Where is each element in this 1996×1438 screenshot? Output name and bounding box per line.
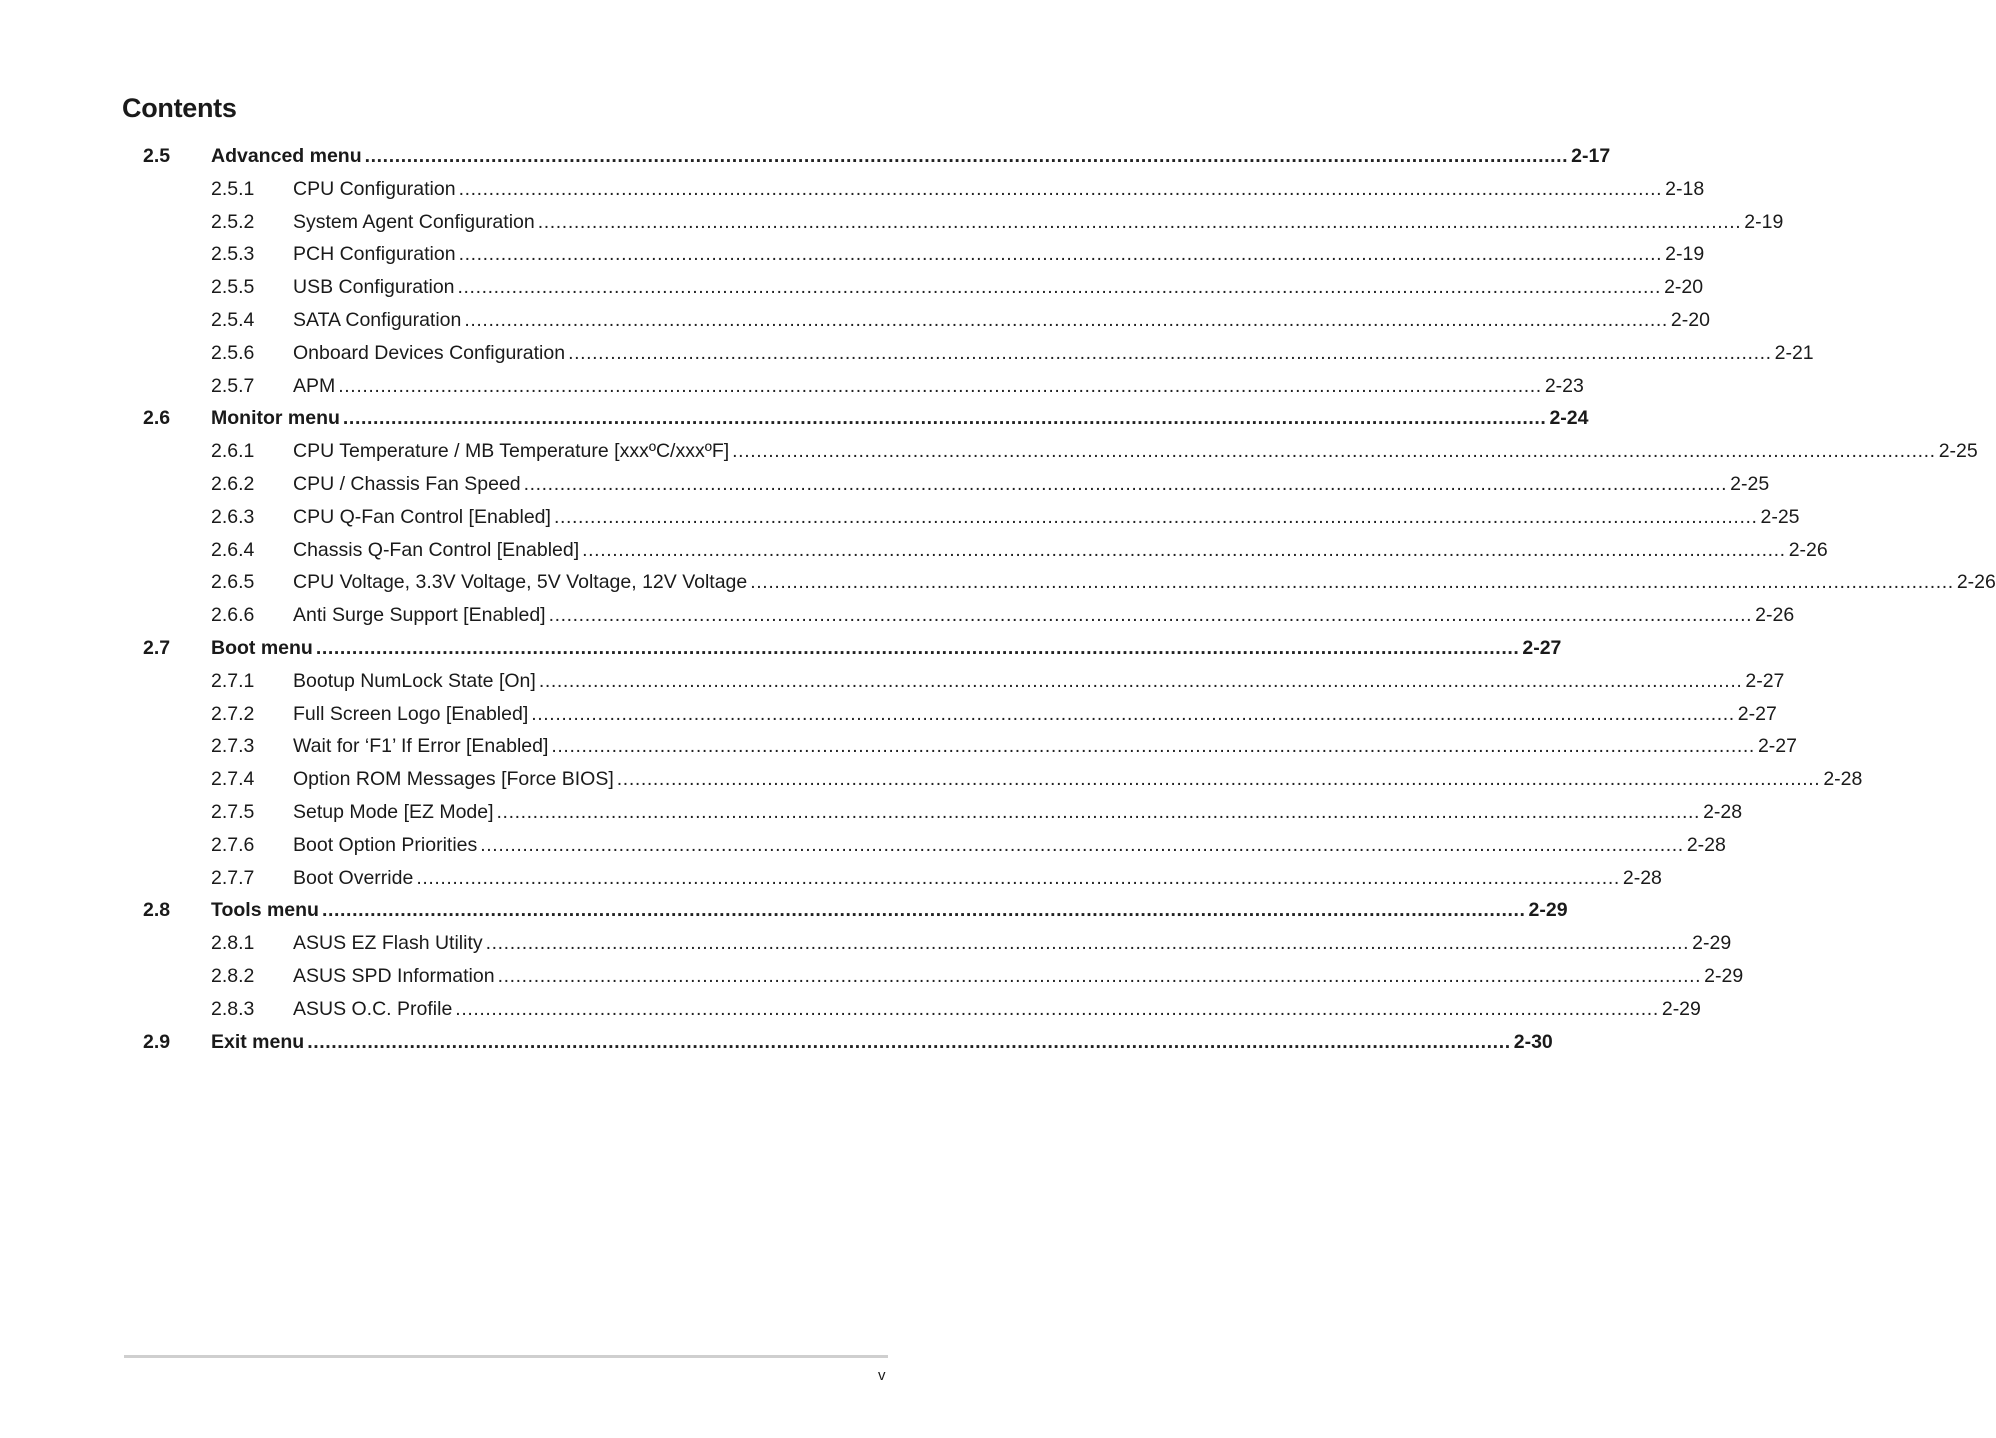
toc-dot-leader: ........................................................................................................................................................................................................ [458, 243, 1663, 266]
toc-subsection-entry[interactable] [0, 304, 1710, 337]
toc-subsection-entry[interactable] [0, 730, 1797, 763]
toc-entry-page: 2-28 [1622, 866, 1662, 889]
toc-entry-title: Anti Surge Support [Enabled] [293, 599, 549, 632]
toc-subsection-entry[interactable] [0, 337, 1814, 370]
toc-entry-page: 2-19 [1744, 210, 1784, 233]
toc-entry-page: 2-20 [1670, 308, 1710, 331]
toc-entry-title: Boot menu [211, 632, 316, 665]
toc-entry-line [293, 862, 1662, 895]
toc-entry-number: 2.6.4 [211, 538, 255, 561]
toc-subsection-entry[interactable] [0, 534, 1828, 567]
toc-entry-line [211, 632, 1562, 665]
toc-dot-leader: ........................................................................................................................................................................................................ [496, 800, 1701, 823]
toc-entry-page: 2-26 [1755, 604, 1795, 627]
toc-entry-page: 2-29 [1661, 997, 1701, 1020]
toc-dot-leader: ........................................................................................................................................................................................................ [732, 440, 1936, 463]
toc-entry-line [293, 599, 1795, 632]
toc-entry-line [293, 238, 1705, 271]
toc-entry-title: Option ROM Messages [Force BIOS] [293, 763, 617, 796]
toc-entry-number: 2.8.1 [211, 932, 255, 955]
toc-entry-title: ASUS EZ Flash Utility [293, 927, 486, 960]
toc-entry-title: Advanced menu [211, 140, 365, 173]
toc-entry-page: 2-29 [1704, 964, 1744, 987]
toc-entry-page: 2-23 [1544, 374, 1584, 397]
toc-subsection-entry[interactable] [0, 435, 1978, 468]
toc-subsection-entry[interactable] [0, 501, 1800, 534]
toc-dot-leader: ........................................................................................................................................................................................................ [750, 571, 1954, 594]
toc-entry-title: APM [293, 370, 338, 403]
toc-entry-line [211, 140, 1611, 173]
toc-entry-title: PCH Configuration [293, 238, 459, 271]
toc-dot-leader: ........................................................................................................................................................................................................ [553, 505, 1758, 528]
toc-entry-page: 2-25 [1760, 505, 1800, 528]
toc-entry-number: 2.7.3 [211, 735, 255, 758]
toc-dot-leader: ........................................................................................................................................................................................................ [531, 702, 1735, 725]
toc-entry-number: 2.5.3 [211, 243, 255, 266]
toc-entry-number: 2.6.6 [211, 604, 255, 627]
toc-entry-line [293, 698, 1777, 731]
toc-entry-page: 2-26 [1788, 538, 1828, 561]
toc-entry-title: CPU Configuration [293, 173, 459, 206]
toc-entry-title: ASUS SPD Information [293, 960, 498, 993]
toc-entry-page: 2-27 [1522, 636, 1562, 659]
toc-section-entry[interactable] [0, 402, 1589, 435]
toc-section-entry[interactable] [0, 1026, 1553, 1059]
toc-subsection-entry[interactable] [0, 665, 1785, 698]
toc-entry-title: Wait for ‘F1’ If Error [Enabled] [293, 730, 551, 763]
toc-dot-leader: ........................................................................................................................................................................................................ [485, 932, 1690, 955]
toc-entry-page: 2-28 [1703, 800, 1743, 823]
toc-entry-title: Boot Option Priorities [293, 829, 480, 862]
toc-entry-number: 2.8 [143, 899, 171, 922]
toc-entry-number: 2.7.4 [211, 768, 255, 791]
toc-entry-number: 2.7.5 [211, 800, 255, 823]
toc-entry-line [211, 1026, 1553, 1059]
page-title: Contents [122, 93, 237, 123]
toc-entry-line [293, 665, 1785, 698]
toc-dot-leader: ........................................................................................................................................................................................................ [523, 472, 1728, 495]
toc-entry-title: Chassis Q-Fan Control [Enabled] [293, 534, 582, 567]
toc-entry-number: 2.7.2 [211, 702, 255, 725]
toc-subsection-entry[interactable] [0, 206, 1784, 239]
toc-entry-number: 2.7.6 [211, 833, 255, 856]
toc-entry-line [211, 894, 1568, 927]
toc-entry-line [293, 435, 1978, 468]
toc-entry-line [211, 402, 1589, 435]
toc-entry-number: 2.5 [143, 145, 171, 167]
toc-dot-leader: ........................................................................................................................................................................................................ [616, 768, 1821, 791]
toc-dot-leader: ........................................................................................................................................................................................................ [551, 735, 1755, 758]
toc-entry-page: 2-28 [1823, 768, 1863, 791]
toc-dot-leader: ........................................................................................................................................................................................................ [458, 177, 1663, 200]
toc-entry-line [293, 206, 1784, 239]
toc-entry-page: 2-27 [1737, 702, 1777, 725]
toc-entry-title: Tools menu [211, 894, 322, 927]
toc-entry-title: CPU Voltage, 3.3V Voltage, 5V Voltage, 12V Voltage [293, 566, 750, 599]
toc-dot-leader: ........................................................................................................................................................................................................ [315, 636, 1520, 659]
toc-entry-line [293, 534, 1828, 567]
toc-entry-line [293, 304, 1710, 337]
toc-entry-line [293, 829, 1726, 862]
toc-entry-number: 2.5.6 [211, 341, 255, 364]
toc-entry-number: 2.5.4 [211, 308, 255, 331]
toc-entry-number: 2.6.2 [211, 472, 255, 495]
toc-entry-page: 2-25 [1730, 472, 1770, 495]
toc-section-entry[interactable] [0, 632, 1562, 665]
toc-entry-title: CPU / Chassis Fan Speed [293, 468, 524, 501]
toc-entry-line [293, 730, 1797, 763]
toc-entry-line [293, 271, 1704, 304]
toc-entry-line [293, 927, 1732, 960]
toc-entry-title: Exit menu [211, 1026, 307, 1059]
toc-entry-title: CPU Q-Fan Control [Enabled] [293, 501, 554, 534]
toc-entry-page: 2-27 [1757, 735, 1797, 758]
toc-entry-page: 2-29 [1528, 899, 1568, 922]
toc-entry-number: 2.5.5 [211, 276, 255, 299]
toc-entry-number: 2.6.3 [211, 505, 255, 528]
toc-entry-number: 2.7.7 [211, 866, 255, 889]
toc-entry-line [293, 370, 1584, 403]
toc-dot-leader: ........................................................................................................................................................................................................ [307, 1030, 1511, 1053]
toc-entry-number: 2.9 [143, 1030, 171, 1053]
toc-subsection-entry[interactable] [0, 468, 1770, 501]
toc-entry-page: 2-27 [1745, 669, 1785, 692]
toc-entry-number: 2.8.3 [211, 997, 255, 1020]
toc-subsection-entry[interactable] [0, 599, 1795, 632]
toc-entry-title: USB Configuration [293, 271, 458, 304]
toc-entry-title: Full Screen Logo [Enabled] [293, 698, 531, 731]
toc-entry-title: System Agent Configuration [293, 206, 538, 239]
toc-entry-page: 2-18 [1665, 177, 1705, 200]
footer-divider [124, 1355, 888, 1358]
toc-dot-leader: ........................................................................................................................................................................................................ [342, 407, 1547, 430]
toc-entry-line [293, 566, 1996, 599]
toc-dot-leader: ........................................................................................................................................................................................................ [321, 899, 1526, 922]
toc-subsection-entry[interactable] [0, 238, 1705, 271]
toc-entry-title: Setup Mode [EZ Mode] [293, 796, 497, 829]
toc-subsection-entry[interactable] [0, 927, 1732, 960]
toc-dot-leader: ........................................................................................................................................................................................................ [548, 604, 1753, 627]
toc-entry-title: CPU Temperature / MB Temperature [xxxºC/xxxºF] [293, 435, 732, 468]
toc-entry-page: 2-26 [1956, 571, 1996, 594]
toc-entry-number: 2.8.2 [211, 964, 255, 987]
toc-dot-leader: ........................................................................................................................................................................................................ [537, 210, 1742, 233]
toc-entry-title: Onboard Devices Configuration [293, 337, 568, 370]
toc-entry-line [293, 993, 1701, 1026]
toc-subsection-entry[interactable] [0, 763, 1863, 796]
toc-dot-leader: ........................................................................................................................................................................................................ [338, 374, 1542, 397]
toc-entry-title: SATA Configuration [293, 304, 464, 337]
toc-subsection-entry[interactable] [0, 829, 1726, 862]
toc-entry-page: 2-25 [1938, 440, 1978, 463]
toc-subsection-entry[interactable] [0, 698, 1777, 731]
toc-subsection-entry[interactable] [0, 993, 1701, 1026]
toc-dot-leader: ........................................................................................................................................................................................................ [455, 997, 1659, 1020]
toc-entry-page: 2-28 [1686, 833, 1726, 856]
toc-entry-page: 2-20 [1664, 276, 1704, 299]
toc-entry-number: 2.5.1 [211, 177, 255, 200]
toc-entry-number: 2.6.1 [211, 440, 255, 463]
toc-subsection-entry[interactable] [0, 173, 1705, 206]
toc-entry-title: Boot Override [293, 862, 416, 895]
toc-entry-number: 2.5.7 [211, 374, 255, 397]
toc-entry-number: 2.7 [143, 636, 171, 659]
toc-section-entry[interactable] [0, 140, 1611, 173]
toc-dot-leader: ........................................................................................................................................................................................................ [538, 669, 1743, 692]
toc-subsection-entry[interactable] [0, 271, 1704, 304]
toc-entry-page: 2-29 [1692, 932, 1732, 955]
toc-entry-line [293, 468, 1770, 501]
toc-entry-page: 2-21 [1774, 341, 1814, 364]
table-of-contents [0, 140, 1996, 1058]
toc-entry-number: 2.6 [143, 407, 171, 430]
toc-dot-leader: ........................................................................................................................................................................................................ [416, 866, 1620, 889]
toc-dot-leader: ........................................................................................................................................................................................................ [480, 833, 1684, 856]
toc-entry-number: 2.7.1 [211, 669, 255, 692]
toc-entry-page: 2-17 [1571, 145, 1611, 167]
toc-entry-line [293, 796, 1743, 829]
toc-entry-page: 2-30 [1513, 1030, 1553, 1053]
toc-section-entry[interactable] [0, 894, 1568, 927]
page-number: v [878, 1367, 886, 1384]
toc-subsection-entry[interactable] [0, 370, 1584, 403]
toc-entry-line [293, 763, 1863, 796]
toc-entry-line [293, 337, 1814, 370]
toc-entry-line [293, 960, 1744, 993]
toc-dot-leader: ........................................................................................................................................................................................................ [364, 145, 1569, 167]
toc-entry-number: 2.6.5 [211, 571, 255, 594]
toc-entry-number: 2.5.2 [211, 210, 255, 233]
toc-entry-title: ASUS O.C. Profile [293, 993, 455, 1026]
toc-entry-page: 2-24 [1549, 407, 1589, 430]
toc-entry-title: Bootup NumLock State [On] [293, 665, 539, 698]
toc-subsection-entry[interactable] [0, 960, 1744, 993]
toc-dot-leader: ........................................................................................................................................................................................................ [568, 341, 1772, 364]
toc-entry-title: Monitor menu [211, 402, 343, 435]
toc-subsection-entry[interactable] [0, 566, 1996, 599]
toc-entry-line [293, 501, 1800, 534]
toc-entry-page: 2-19 [1665, 243, 1705, 266]
toc-subsection-entry[interactable] [0, 862, 1662, 895]
toc-dot-leader: ........................................................................................................................................................................................................ [457, 276, 1662, 299]
toc-dot-leader: ........................................................................................................................................................................................................ [582, 538, 1786, 561]
toc-dot-leader: ........................................................................................................................................................................................................ [497, 964, 1702, 987]
toc-dot-leader: ........................................................................................................................................................................................................ [464, 308, 1668, 331]
toc-subsection-entry[interactable] [0, 796, 1743, 829]
toc-entry-line [293, 173, 1705, 206]
